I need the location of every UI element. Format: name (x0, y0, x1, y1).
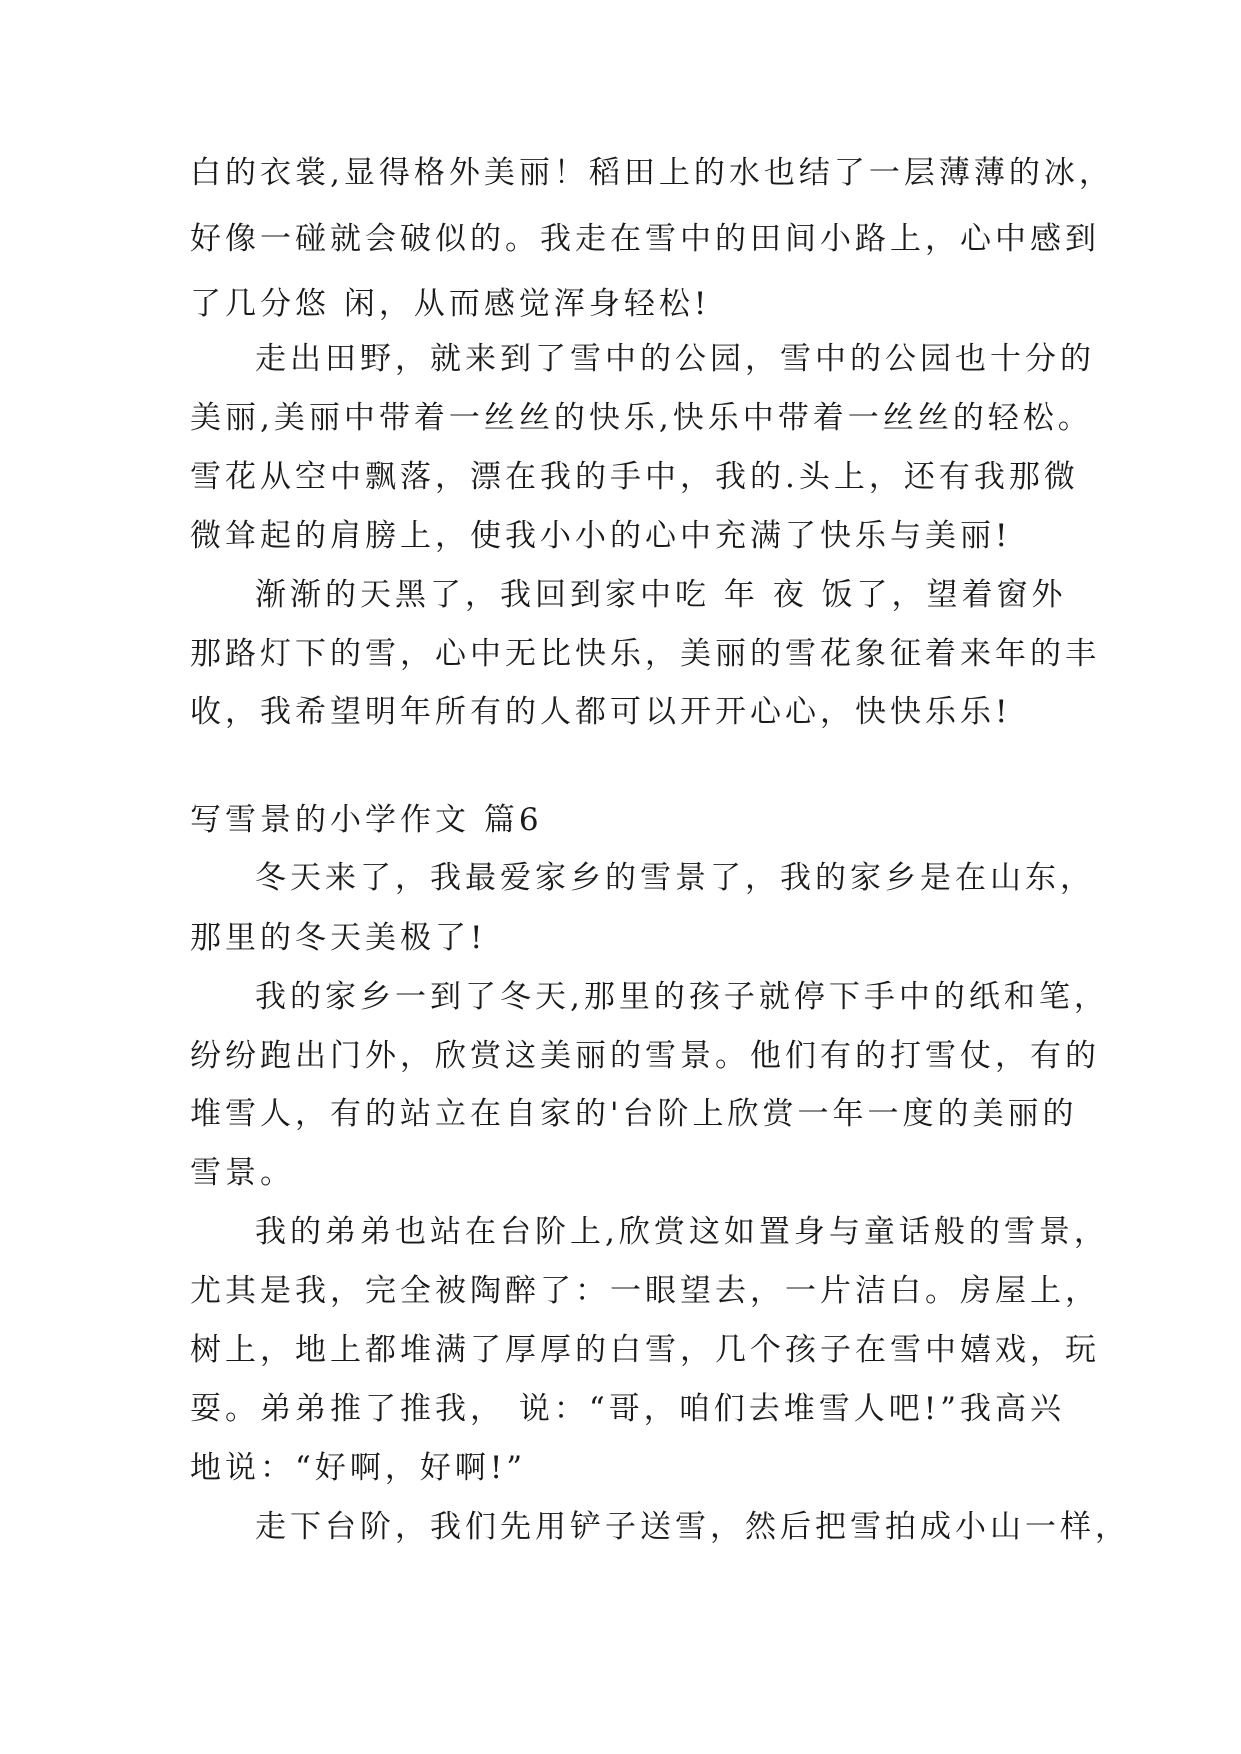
paragraph-line: 我的家乡一到了冬天,那里的孩子就停下手中的纸和笔， (255, 979, 1109, 1015)
paragraph-line: 雪花从空中飘落，漂在我的手中，我的.头上，还有我那微 (190, 459, 1079, 495)
paragraph-line: 收，我希望明年所有的人都可以开开心心，快快乐乐! (190, 694, 1012, 730)
paragraph-line: 微耸起的肩膀上，使我小小的心中充满了快乐与美丽! (190, 518, 1012, 554)
paragraph-line: 好像一碰就会破似的。我走在雪中的田间小路上，心中感到 (190, 221, 1100, 257)
paragraph-line: 地说：“好啊，好啊!” (190, 1450, 527, 1486)
paragraph-line: 我的弟弟也站在台阶上,欣赏这如置身与童话般的雪景， (255, 1214, 1109, 1250)
paragraph-line: 渐渐的天黑了，我回到家中吃 年 夜 饭了，望着窗外 (255, 577, 1067, 613)
paragraph-line: 树上，地上都堆满了厚厚的白雪，几个孩子在雪中嬉戏，玩 (190, 1332, 1100, 1368)
paragraph-line: 了几分悠 闲，从而感觉浑身轻松! (190, 286, 711, 322)
paragraph-line: 那里的冬天美极了! (190, 920, 487, 956)
paragraph-line: 纷纷跑出门外，欣赏这美丽的雪景。他们有的打雪仗，有的 (190, 1038, 1100, 1074)
paragraph-line: 走出田野，就来到了雪中的公园，雪中的公园也十分的 (255, 341, 1095, 377)
paragraph-line: 走下台阶，我们先用铲子送雪，然后把雪拍成小山一样， (255, 1509, 1130, 1545)
section-heading: 写雪景的小学作文 篇6 (190, 802, 543, 838)
paragraph-line: 雪景。 (190, 1155, 295, 1191)
paragraph-line: 那路灯下的雪，心中无比快乐，美丽的雪花象征着来年的丰 (190, 636, 1100, 672)
paragraph-line: 堆雪人，有的站立在自家的'台阶上欣赏一年一度的美丽的 (190, 1096, 1078, 1132)
paragraph-line: 白的衣裳,显得格外美丽！稻田上的水也结了一层薄薄的冰， (190, 155, 1114, 191)
paragraph-line: 美丽,美丽中带着一丝丝的快乐,快乐中带着一丝丝的轻松。 (190, 400, 1093, 436)
paragraph-line: 耍。弟弟推了推我， 说：“哥，咱们去堆雪人吧!”我高兴 (190, 1391, 1066, 1427)
paragraph-line: 尤其是我，完全被陶醉了：一眼望去，一片洁白。房屋上， (190, 1273, 1100, 1309)
paragraph-line: 冬天来了，我最爱家乡的雪景了，我的家乡是在山东， (255, 860, 1095, 896)
